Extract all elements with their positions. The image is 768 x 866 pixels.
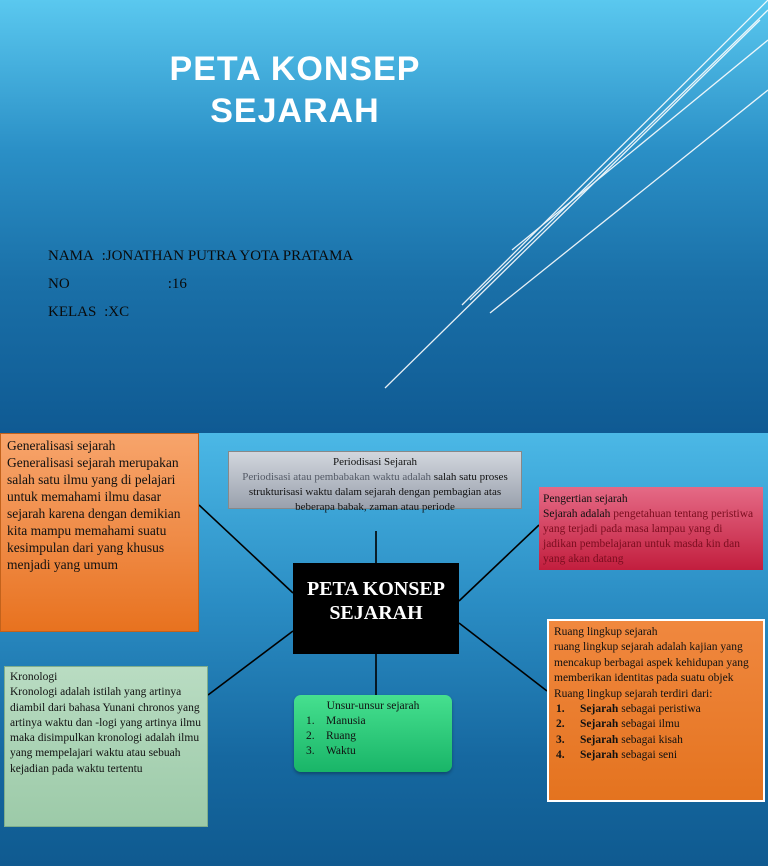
connector-ruang: [459, 623, 547, 691]
list-item: [554, 733, 758, 748]
list-item: [554, 748, 758, 763]
ruang-body: ruang lingkup sejarah adalah kajian yang mencakup berbagai aspek kehidupan yang memberikan identitas pada suatu objek: [554, 641, 749, 685]
list-item-bold: Sejarah: [580, 703, 619, 716]
connector-pengertian: [459, 525, 539, 601]
list-item-bold: Sejarah: [580, 749, 619, 762]
list-item-text: sebagai kisah: [618, 733, 683, 746]
connector-kronologi: [208, 631, 293, 695]
ruang-lingkup-box[interactable]: [547, 619, 765, 802]
center-title-line-2: SEJARAH: [329, 602, 423, 624]
ruang-heading: Ruang lingkup sejarah: [554, 626, 658, 638]
unsur-heading: Unsur-unsur sejarah: [326, 700, 420, 712]
list-item: [554, 702, 758, 717]
list-item-number: 2.: [556, 718, 565, 731]
name-label: NAMA: [48, 248, 94, 264]
class-row: [48, 304, 129, 321]
name-row: [48, 248, 353, 265]
list-item-number: 3.: [556, 733, 565, 746]
center-title-line-1: PETA KONSEP: [307, 578, 445, 600]
list-item-text: Waktu: [326, 745, 356, 757]
list-item-bold: Sejarah: [580, 733, 619, 746]
unsur-box[interactable]: [294, 695, 452, 772]
pengertian-body: [543, 507, 759, 567]
title-line-2: SEJARAH: [210, 92, 380, 130]
list-item: [554, 717, 758, 732]
list-item-number: 1.: [556, 703, 565, 716]
name-value: :JONATHAN PUTRA YOTA PRATAMA: [101, 248, 354, 264]
pengertian-lead: Sejarah adalah: [543, 508, 611, 520]
pengertian-heading: Pengertian sejarah: [543, 493, 628, 505]
kronologi-heading: Kronologi: [10, 671, 58, 683]
ruang-list: [554, 702, 758, 764]
periodisasi-box[interactable]: [228, 451, 522, 513]
list-item-text: Manusia: [326, 715, 366, 727]
list-item-text: sebagai seni: [618, 749, 678, 762]
slide-title: [100, 48, 490, 132]
list-item-bold: Sejarah: [580, 718, 619, 731]
generalisasi-heading: Generalisasi sejarah: [7, 438, 116, 453]
number-label: NO: [48, 276, 70, 292]
list-item-text: sebagai ilmu: [618, 718, 680, 731]
unsur-list: [300, 714, 446, 759]
list-item-number: 4.: [556, 749, 565, 762]
title-line-1: PETA KONSEP: [169, 50, 421, 88]
list-item: [300, 714, 446, 729]
kronologi-box[interactable]: [4, 666, 208, 827]
class-value: :XC: [104, 304, 130, 320]
central-concept-box[interactable]: [293, 563, 459, 654]
periodisasi-body-rest: salah satu proses strukturisasi waktu dalam sejarah dengan pembagian atas beberapa babak, zaman atau periode: [248, 471, 508, 513]
ruang-sub: Ruang lingkup sejarah terdiri dari:: [554, 687, 713, 700]
list-item-text: sebagai peristiwa: [618, 703, 701, 716]
periodisasi-body-lead: Periodisasi atau pembabakan waktu adalah: [242, 471, 432, 483]
class-label: KELAS: [48, 304, 97, 320]
generalisasi-body: Generalisasi sejarah merupakan salah satu ilmu yang di pelajari untuk memahami ilmu dasar sejarah karena dengan demikian kita mampu memahami suatu kesimpulan dari yang khusus menjadi yang umum: [7, 455, 181, 572]
connector-generalisasi: [199, 505, 293, 593]
list-item-text: Ruang: [326, 730, 357, 742]
list-item: [300, 729, 446, 744]
generalisasi-box[interactable]: [0, 433, 199, 632]
kronologi-body: Kronologi adalah istilah yang artinya diambil dari bahasa Yunani chronos yang artinya waktu dan -logi yang artinya ilmu maka disimpulkan kronologi adalah ilmu yang mempelajari waktu atau sebuah kejadian pada waktu tertentu: [10, 686, 201, 775]
list-item-number: 2.: [306, 730, 315, 742]
list-item-number: 3.: [306, 745, 315, 757]
pengertian-box[interactable]: [539, 487, 763, 570]
number-row: [48, 276, 187, 293]
pengertian-rest: pengetahuan tentang peristiwa yang terjadi pada masa lampau yang di jadikan pembelajaran untuk masda kin dan yang akan datang: [543, 508, 754, 565]
periodisasi-heading: Periodisasi Sejarah: [332, 456, 417, 468]
number-value: :16: [167, 276, 187, 292]
periodisasi-body: [235, 470, 515, 515]
list-item-number: 1.: [306, 715, 315, 727]
list-item: [300, 744, 446, 759]
concept-map-slide[interactable]: [0, 433, 768, 866]
